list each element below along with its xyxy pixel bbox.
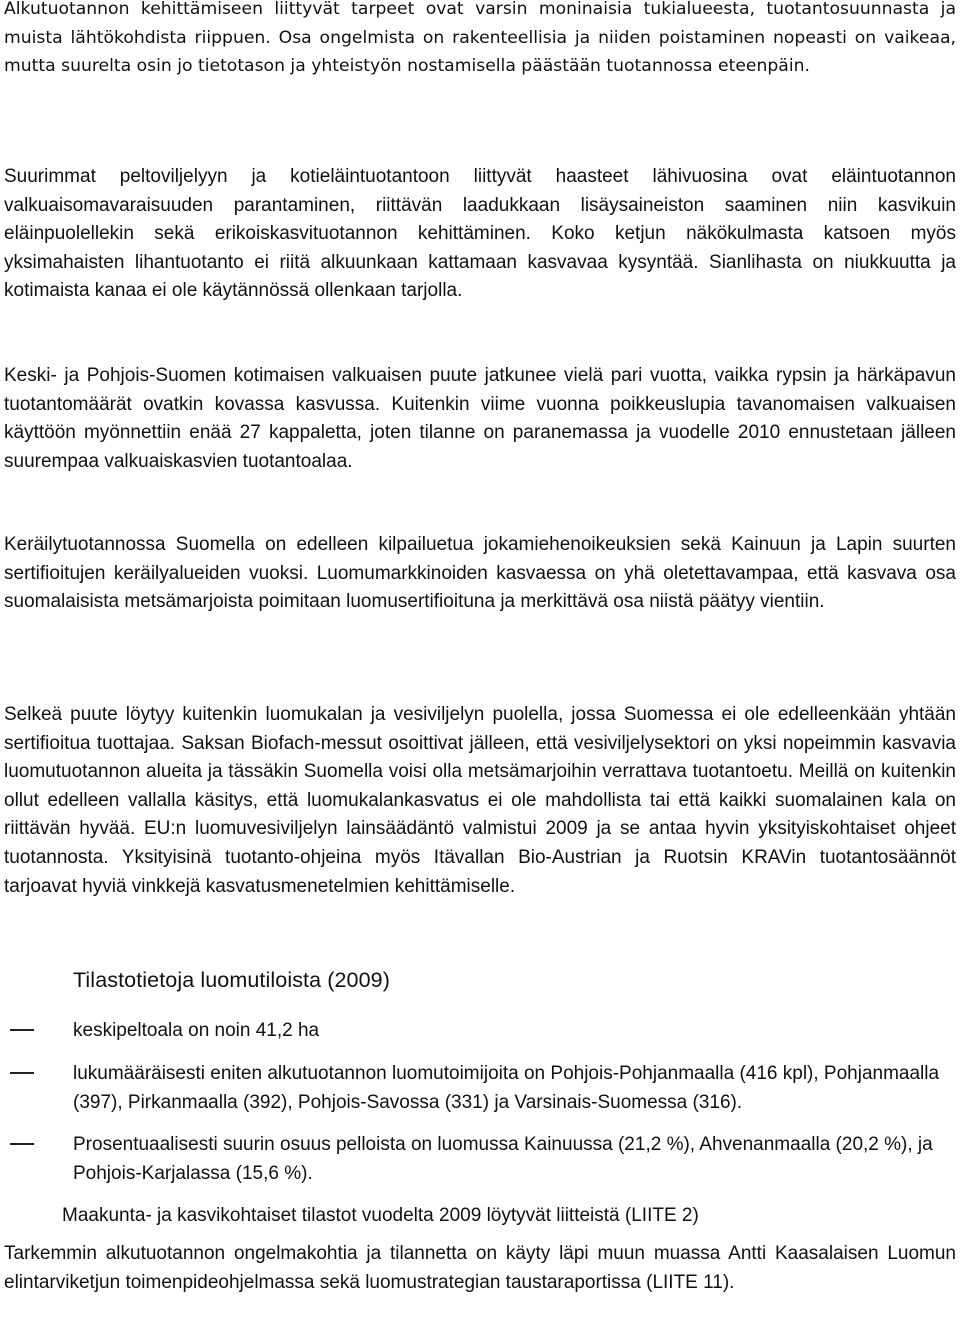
stats-appendix-note: Maakunta- ja kasvikohtaiset tilastot vuodelta 2009 löytyvät liitteistä (LIITE 2) bbox=[62, 1205, 699, 1226]
stats-item-text: lukumääräisesti eniten alkutuotannon luomutoimijoita on Pohjois-Pohjanmaalla (416 kpl), Pohjanmaalla (397), Pirkanmaalla (392), Pohjois-Savossa (331) ja Varsinais-Suomessa (316). bbox=[73, 1063, 940, 1113]
paragraph-protein-shortage: Keski- ja Pohjois-Suomen kotimaisen valkuaisen puute jatkunee vielä pari vuotta, vaikka rypsin ja härkäpavun tuotantomäärät ovatkin kovassa kasvussa. Kuitenkin viime vuonna poikkeuslupia tavanomaisen valkuaisen käyttöön myönnettiin enää 27 kappaletta, joten tilanne on paranemassa ja vuodelle 2010 ennustetaan jälleen suurempaa valkuaiskasvien tuotantoalaa. bbox=[4, 365, 956, 472]
paragraph-organic-fish-farming: Selkeä puute löytyy kuitenkin luomukalan ja vesiviljelyn puolella, jossa Suomessa ei ole edelleenkään yhtään sertifioitua tuottajaa. Saksan Biofach-messut osoittivat jälleen, että vesiviljelysektori on yksi nopeimmin kasvavia luomutuotannon alueita ja tässäkin Suomella voisi olla metsämarjoihin verrattava tuotantoetu. Meillä on kuitenkin ollut edelleen vallalla käsitys, että luomukalankasvatus ei ole mahdollista tai että kaikki suomalainen kala on riittävän hyvää. EU:n luomuvesiviljelyn lainsäädäntö valmistui 2009 ja se antaa hyvin yksityiskohtaiset ohjeet tuotannosta. Yksityisinä tuotanto-ohjeina myös Itävallan Bio-Austrian ja Ruotsin KRAVin tuotantosäännöt tarjoavat hyviä vinkkejä kasvatusmenetelmien kehittämiselle. bbox=[4, 704, 956, 897]
dash-bullet-icon bbox=[10, 1029, 34, 1031]
dash-bullet-icon bbox=[10, 1072, 34, 1074]
dash-bullet-icon bbox=[10, 1143, 34, 1145]
paragraph-crop-livestock-challenges: Suurimmat peltoviljelyyn ja kotieläintuotantoon liittyvät haasteet lähivuosina ovat eläintuotannon valkuaisomavaraisuuden parantaminen, riittävän laadukkaan lisäysaineiston saaminen niin kasvikuin eläinpuolellekin sekä erikoiskasvituotannon kehittäminen. Koko ketjun näkökulmasta katsoen myös yksimahaisten lihantuotanto ei riitä alkuunkaan kattamaan kasvavaa kysyntää. Sianlihasta on niukkuutta ja kotimaista kanaa ei ole käytännössä ollenkaan tarjolla. bbox=[4, 166, 956, 302]
stats-item-text: keskipeltoala on noin 41,2 ha bbox=[73, 1020, 320, 1041]
paragraph-further-reading: Tarkemmin alkutuotannon ongelmakohtia ja tilannetta on käyty läpi muun muassa Antti Kaasalaisen Luomun elintarviketjun toimenpideohjelmassa sekä luomustrategian taustaraportissa (LIITE 11). bbox=[4, 1243, 956, 1293]
stats-item-text: Prosentuaalisesti suurin osuus pelloista on luomussa Kainuussa (21,2 %), Ahvenanmaalla (20,2 %), ja Pohjois-Karjalassa (15,6 %). bbox=[73, 1134, 933, 1184]
paragraph-wild-collection: Keräilytuotannossa Suomella on edelleen kilpailuetua jokamiehenoikeuksien sekä Kainuun ja Lapin suurten sertifioitujen keräilyalueiden vuoksi. Luomumarkkinoiden kasvaessa on yhä oletettavampaa, että kasvava osa suomalaisista metsämarjoista poimitaan luomusertifioituna ja merkittävä osa niistä päätyy vientiin. bbox=[4, 534, 956, 613]
paragraph-primary-production-needs: Alkutuotannon kehittämiseen liittyvät tarpeet ovat varsin moninaisia tukialueesta, tuotantosuunnasta ja muista lähtökohdista riippuen. Osa ongelmista on rakenteellisia ja niiden poistaminen nopeasti on vaikeaa, mutta suurelta osin jo tietotason ja yhteistyön nostamisella päästään tuotannossa eteenpäin. bbox=[4, 0, 956, 77]
stats-section-title: Tilastotietoja luomutiloista (2009) bbox=[73, 968, 390, 992]
